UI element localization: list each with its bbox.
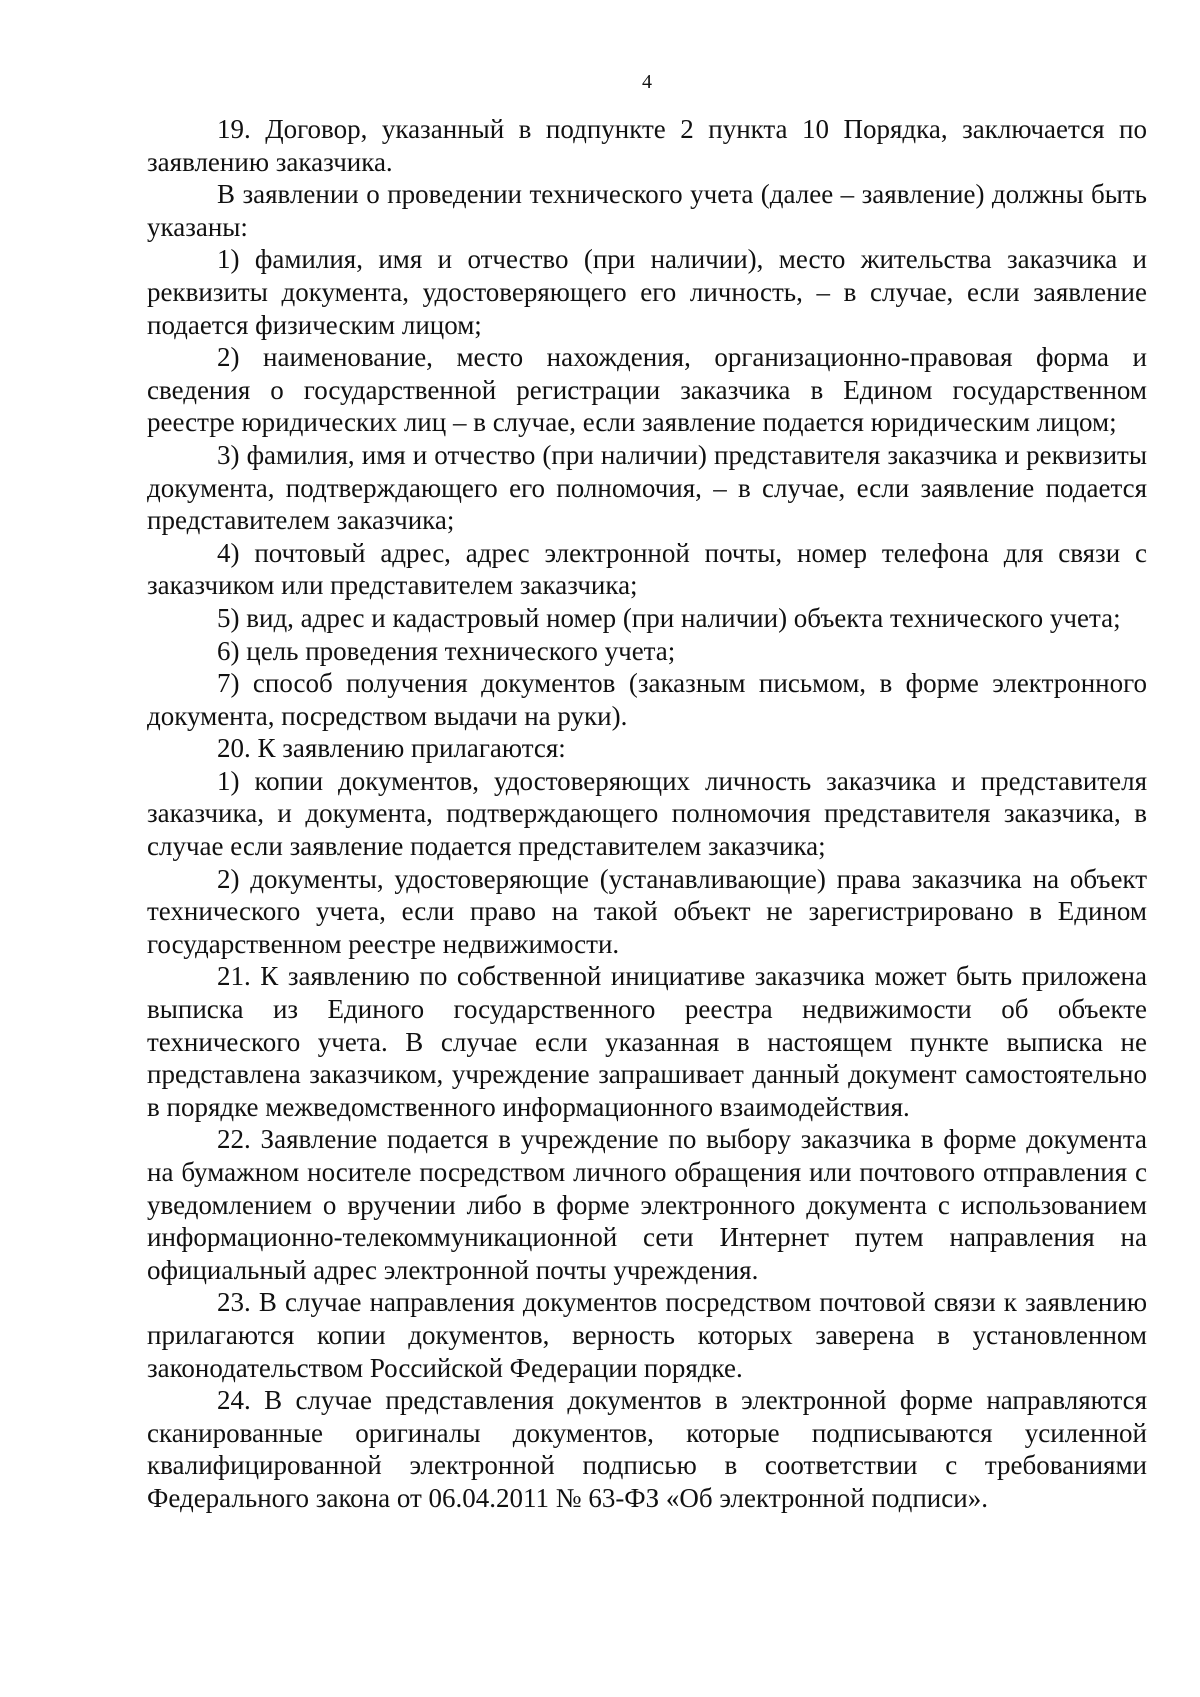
page-number: 4 [642,71,652,93]
document-body [147,113,1147,1515]
attachment-item-1: 1) копии документов, удостоверяющих личность заказчика и представителя заказчика, и документа, подтверждающего полномочия представителя заказчика, в случае если заявление подается представителем заказчика; [147,765,1147,862]
paragraph-20: 20. К заявлению прилагаются: [217,733,566,764]
paragraph-23: 23. В случае направления документов посредством почтовой связи к заявлению прилагаются копии документов, верность которых заверена в установленном законодательством Российской Федерации порядке. [147,1287,1147,1383]
attachment-item-2: 2) документы, удостоверяющие (устанавливающие) права заказчика на объект технического учета, если право на такой объект не зарегистрировано в Едином государственном реестре недвижимости. [147,863,1147,959]
list-item-2: 2) наименование, место нахождения, организационно-правовая форма и сведения о государственной регистрации заказчика в Едином государственном реестре юридических лиц – в случае, если заявление подается юридическим лицом; [147,342,1147,438]
list-item-4: 4) почтовый адрес, адрес электронной почты, номер телефона для связи с заказчиком или представителем заказчика; [147,537,1147,601]
paragraph-22: 22. Заявление подается в учреждение по выбору заказчика в форме документа на бумажном носителе посредством личного обращения или почтового отправления с уведомлением о вручении либо в форме электронного документа с использованием информационно-телекоммуникационной сети Интернет путем направления на официальный адрес электронной почты учреждения. [147,1124,1147,1285]
paragraph-24: 24. В случае представления документов в электронной форме направляются сканированные оригиналы документов, которые подписываются усиленной квалифицированной электронной подписью в соответствии с требованиями Федерального закона от 06.04.2011 № 63-ФЗ «Об электронной подписи». [147,1385,1147,1513]
list-item-1: 1) фамилия, имя и отчество (при наличии), место жительства заказчика и реквизиты документа, удостоверяющего его личность, – в случае, если заявление подается физическим лицом; [147,244,1147,340]
document-page [147,0,1147,1697]
list-item-6: 6) цель проведения технического учета; [217,635,676,666]
paragraph-19: 19. Договор, указанный в подпункте 2 пункта 10 Порядка, заключается по заявлению заказчика. [147,114,1147,177]
list-item-5: 5) вид, адрес и кадастровый номер (при наличии) объекта технического учета; [217,602,1121,633]
paragraph-21: 21. К заявлению по собственной инициативе заказчика может быть приложена выписка из Единого государственного реестра недвижимости об объекте технического учета. В случае если указанная в настоящем пункте выписка не представлена заказчиком, учреждение запрашивает данный документ самостоятельно в порядке межведомственного информационного взаимодействия. [147,961,1147,1122]
paragraph-application-intro: В заявлении о проведении технического учета (далее – заявление) должны быть указаны: [147,179,1147,242]
list-item-7: 7) способ получения документов (заказным письмом, в форме электронного документа, посредством выдачи на руки). [147,668,1147,731]
list-item-3: 3) фамилия, имя и отчество (при наличии) представителя заказчика и реквизиты документа, подтверждающего его полномочия, – в случае, если заявление подается представителем заказчика; [147,439,1147,536]
